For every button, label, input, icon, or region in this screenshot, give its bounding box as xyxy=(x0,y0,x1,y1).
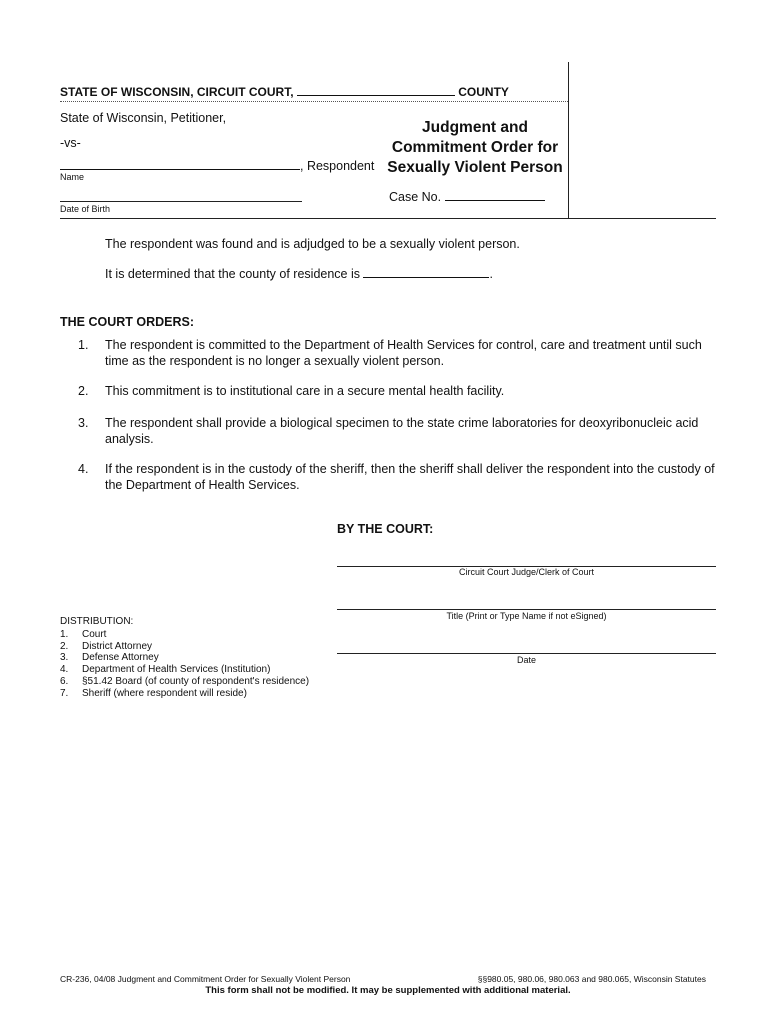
distribution-item: 1. Court xyxy=(60,629,107,640)
footer-notice: This form shall not be modified. It may be supplemented with additional material. xyxy=(205,985,571,996)
header-bottom-border xyxy=(60,218,716,219)
order-text: If the respondent is in the custody of the sheriff, then the sheriff shall deliver the respondent into the custody of the Department of Health Services. xyxy=(105,462,715,492)
distribution-item: 7. Sheriff (where respondent will reside) xyxy=(60,687,247,699)
order-text: The respondent shall provide a biological specimen to the state crime laboratories for deoxyribonucleic acid analysis. xyxy=(105,416,699,446)
county-residence-label: It is determined that the county of residence is xyxy=(105,267,360,281)
footer-form-id: CR-236, 04/08 Judgment and Commitment Order for Sexually Violent Person xyxy=(60,974,351,984)
dob-field[interactable] xyxy=(60,201,302,202)
title-line-1: Judgment and xyxy=(422,119,528,136)
case-number-field[interactable] xyxy=(445,189,545,201)
respondent-line xyxy=(60,156,380,173)
footer-statutes: §§980.05, 980.06, 980.063 and 980.065, Wisconsin Statutes xyxy=(477,974,706,984)
judge-signature-label: Circuit Court Judge/Clerk of Court xyxy=(458,567,595,577)
order-text: The respondent is committed to the Department of Health Services for control, care and treatment until such time as the respondent is no longer a sexually violent person. xyxy=(105,338,702,368)
county-residence-period: . xyxy=(489,267,493,281)
respondent-name-field[interactable] xyxy=(60,156,300,170)
order-number: 2. xyxy=(78,384,89,398)
county-label: COUNTY xyxy=(458,85,509,99)
header-divider xyxy=(60,101,568,102)
county-name-field[interactable] xyxy=(297,84,455,96)
distribution-item: 2. District Attorney xyxy=(60,640,153,652)
order-number: 4. xyxy=(78,462,89,476)
petitioner-label: State of Wisconsin, Petitioner, xyxy=(60,111,227,125)
case-no-label: Case No. xyxy=(389,190,442,204)
name-label: Name xyxy=(60,172,85,182)
order-text: This commitment is to institutional care in a secure mental health facility. xyxy=(105,384,505,398)
respondent-label: , Respondent xyxy=(300,159,375,173)
form-title xyxy=(380,118,570,178)
order-number: 3. xyxy=(78,416,89,430)
date-field[interactable] xyxy=(337,653,716,654)
distribution-list xyxy=(60,629,340,699)
case-number-row xyxy=(389,189,545,204)
title-line-3: Sexually Violent Person xyxy=(387,159,563,176)
dob-label: Date of Birth xyxy=(60,204,111,214)
order-item-2 xyxy=(60,383,720,401)
title-name-label: Title (Print or Type Name if not eSigned) xyxy=(446,611,607,621)
date-label: Date xyxy=(516,655,536,665)
distribution-heading: DISTRIBUTION: xyxy=(60,616,134,627)
adjudged-statement: The respondent was found and is adjudged to be a sexually violent person. xyxy=(105,237,520,251)
court-orders-heading: THE COURT ORDERS: xyxy=(60,315,195,329)
county-residence-line xyxy=(105,266,605,281)
distribution-item: 4. Department of Health Services (Institution) xyxy=(60,664,271,676)
distribution-item: 3. Defense Attorney xyxy=(60,652,159,664)
order-item-4 xyxy=(60,461,720,495)
by-the-court-label: BY THE COURT: xyxy=(337,522,434,536)
order-item-3 xyxy=(60,415,720,449)
county-residence-field[interactable] xyxy=(363,266,489,278)
title-line-2: Commitment Order for xyxy=(391,139,559,156)
title-name-field[interactable] xyxy=(337,609,716,610)
state-court-label: STATE OF WISCONSIN, CIRCUIT COURT, xyxy=(60,85,294,99)
court-header xyxy=(60,84,540,99)
order-number: 1. xyxy=(78,338,89,352)
order-item-1 xyxy=(60,337,720,371)
vs-label: -vs- xyxy=(60,136,81,150)
distribution-item: 6. §51.42 Board (of county of respondent's residence) xyxy=(60,675,310,687)
